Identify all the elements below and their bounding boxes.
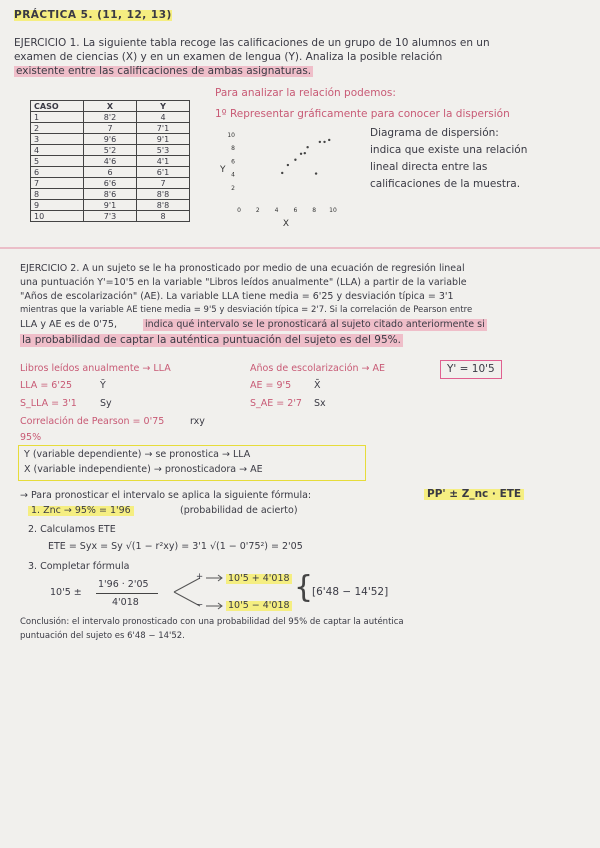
ex2-line6: la probabilidad de captar la auténtica puntuación del sujeto es del 95%. — [22, 334, 401, 346]
scatter-x-tick: 4 — [274, 207, 279, 214]
ybar-symbol: Ȳ — [100, 380, 106, 391]
table-cell-x: 4'6 — [84, 156, 137, 167]
confidence-level: 95% — [20, 432, 42, 443]
table-row — [31, 123, 190, 134]
step3-title: 3. Completar fórmula — [28, 561, 130, 572]
ex2-line3: "Años de escolarización" (AE). La variable LLA tiene media = 6'25 y desviación típica = 3'1 — [20, 291, 454, 302]
scatter-x-tick: 0 — [237, 207, 241, 214]
table-cell-caso: 9 — [31, 200, 84, 211]
formula: PP' ± Z_nc · ETE — [424, 489, 524, 500]
scatter-y-label: Y — [220, 165, 226, 175]
lla-label: Libros leídos anualmente → LLA — [20, 363, 171, 374]
table-cell-y: 7'1 — [137, 123, 190, 134]
table-row — [31, 189, 190, 200]
table-row — [31, 178, 190, 189]
table-cell-y: 8 — [137, 211, 190, 222]
table-cell-y: 9'1 — [137, 134, 190, 145]
table-cell-y: 8'8 — [137, 189, 190, 200]
scatter-point — [294, 159, 296, 161]
table-cell-x: 8'6 — [84, 189, 137, 200]
ete-calculation: ETE = Syx = Sy √(1 − r²xy) = 3'1 √(1 − 0'75²) = 2'05 — [48, 541, 303, 552]
scatter-y-tick: 2 — [231, 184, 235, 192]
table-cell-caso: 1 — [31, 112, 84, 123]
ae-label: Años de escolarización → AE — [250, 363, 386, 374]
step2-title: 2. Calculamos ETE — [28, 524, 116, 535]
table-cell-y: 8'8 — [137, 200, 190, 211]
table-cell-caso: 7 — [31, 178, 84, 189]
table-row — [31, 211, 190, 222]
ex2-line4: mientras que la variable AE tiene media = 9'5 y desviación típica = 2'7. Si la correlación de Pearson entre — [20, 305, 473, 315]
scatter-point — [306, 146, 308, 148]
step1-note: (probabilidad de acierto) — [180, 505, 298, 516]
note-line3: lineal directa entre las — [370, 161, 488, 173]
plus-sign: + — [196, 572, 204, 582]
table-header-x: X — [84, 101, 137, 112]
table-cell-caso: 6 — [31, 167, 84, 178]
analysis-step1: 1º Representar gráficamente para conocer la dispersión — [215, 108, 510, 120]
table-header-caso: CASO — [31, 101, 84, 112]
table-cell-caso: 8 — [31, 189, 84, 200]
interval-result: [6'48 − 14'52] — [312, 586, 389, 598]
table-header-row — [31, 101, 190, 112]
xbar-symbol: X̄ — [314, 380, 321, 391]
section-divider — [0, 247, 600, 249]
scatter-point — [319, 141, 321, 143]
table-cell-x: 6 — [84, 167, 137, 178]
table-row — [31, 134, 190, 145]
scatter-point — [287, 164, 289, 166]
page-heading: PRÁCTICA 5. (11, 12, 13) — [14, 9, 172, 21]
table-cell-caso: 5 — [31, 156, 84, 167]
conclusion-line1: Conclusión: el intervalo pronosticado con una probabilidad del 95% de captar la auténtica — [20, 617, 404, 627]
ex2-line1: EJERCICIO 2. A un sujeto se le ha pronosticado por medio de una ecuación de regresión lineal — [20, 263, 465, 274]
yprime-box: Y' = 10'5 — [440, 360, 502, 379]
scatter-point — [323, 141, 325, 143]
table-cell-caso: 10 — [31, 211, 84, 222]
table-cell-y: 4'1 — [137, 156, 190, 167]
sy-symbol: Sy — [100, 398, 112, 409]
upper-bound-calc: 10'5 + 4'018 — [228, 573, 290, 584]
independent-variable: X (variable independiente) → pronosticadora → AE — [24, 464, 263, 475]
table-cell-y: 6'1 — [137, 167, 190, 178]
scatter-x-label: X — [282, 219, 290, 229]
brace: { — [294, 570, 314, 605]
scatter-point — [315, 172, 317, 174]
pearson: Correlación de Pearson = 0'75 — [20, 416, 165, 427]
table-cell-x: 9'6 — [84, 134, 137, 145]
table-cell-y: 5'3 — [137, 145, 190, 156]
sd-lla: S_LLA = 3'1 — [20, 398, 77, 409]
dependent-variable: Y (variable dependiente) → se pronostica → LLA — [24, 449, 251, 460]
note-line4: calificaciones de la muestra. — [370, 178, 521, 190]
ex1-line1: EJERCICIO 1. La siguiente tabla recoge las calificaciones de un grupo de 10 alumnos en un — [14, 37, 490, 49]
scatter-y-tick: 10 — [227, 132, 235, 139]
table-row — [31, 112, 190, 123]
table-cell-x: 7 — [84, 123, 137, 134]
table-cell-x: 8'2 — [84, 112, 137, 123]
conclusion-line2: puntuación del sujeto es 6'48 − 14'52. — [20, 631, 185, 641]
scatter-x-tick: 8 — [312, 207, 317, 214]
table-cell-x: 6'6 — [84, 178, 137, 189]
ex2-line5a: LLA y AE es de 0'75, — [20, 319, 117, 330]
ex1-line2: examen de ciencias (X) y en un examen de lengua (Y). Analiza la posible relación — [14, 51, 443, 63]
table-row — [31, 145, 190, 156]
sd-ae: S_AE = 2'7 — [250, 398, 302, 409]
scatter-point — [300, 153, 302, 155]
scatter-point — [281, 172, 283, 174]
scatter-y-tick: 4 — [231, 171, 235, 179]
scatter-plot — [215, 122, 345, 232]
minus-sign: − — [196, 600, 204, 610]
scatter-x-tick: 10 — [329, 207, 337, 214]
fraction-bar — [96, 593, 158, 594]
table-row — [31, 200, 190, 211]
table-header-y: Y — [137, 101, 190, 112]
analysis-intro: Para analizar la relación podemos: — [215, 87, 396, 99]
mean-lla: LLA = 6'25 — [20, 380, 73, 391]
completion-numerator: 1'96 · 2'05 — [98, 579, 149, 590]
scatter-x-tick: 2 — [255, 207, 260, 214]
table-row — [31, 156, 190, 167]
table-cell-x: 7'3 — [84, 211, 137, 222]
table-cell-x: 5'2 — [84, 145, 137, 156]
scatter-point — [328, 139, 330, 141]
lower-bound-calc: 10'5 − 4'018 — [228, 600, 290, 611]
formula-intro: → Para pronosticar el intervalo se aplica la siguiente fórmula: — [20, 490, 312, 501]
note-line1: Diagrama de dispersión: — [370, 127, 499, 139]
scatter-y-tick: 6 — [231, 158, 235, 166]
table-cell-caso: 2 — [31, 123, 84, 134]
table-cell-caso: 3 — [31, 134, 84, 145]
note-line2: indica que existe una relación — [370, 144, 528, 156]
table-cell-x: 9'1 — [84, 200, 137, 211]
table-row — [31, 167, 190, 178]
sx-symbol: Sx — [314, 398, 326, 409]
scatter-y-tick: 8 — [231, 145, 235, 153]
step1-znc: 1. Znc → 95% = 1'96 — [28, 506, 134, 516]
completion-base: 10'5 ± — [50, 587, 82, 598]
mean-ae: AE = 9'5 — [250, 380, 292, 391]
ex2-line5b: indica qué intervalo se le pronosticará al sujeto citado anteriormente si — [145, 319, 485, 330]
scatter-point — [304, 152, 306, 154]
completion-denominator: 4'018 — [112, 597, 139, 608]
table-cell-y: 4 — [137, 112, 190, 123]
table-cell-caso: 4 — [31, 145, 84, 156]
scatter-x-tick: 6 — [293, 207, 298, 214]
rxy-symbol: rxy — [190, 416, 205, 427]
ex1-line3: existente entre las calificaciones de ambas asignaturas. — [16, 65, 312, 77]
ex2-line2: una puntuación Y'=10'5 en la variable "Libros leídos anualmente" (LLA) a partir de la variable — [20, 277, 467, 288]
grades-table — [30, 100, 190, 222]
table-cell-y: 7 — [137, 178, 190, 189]
